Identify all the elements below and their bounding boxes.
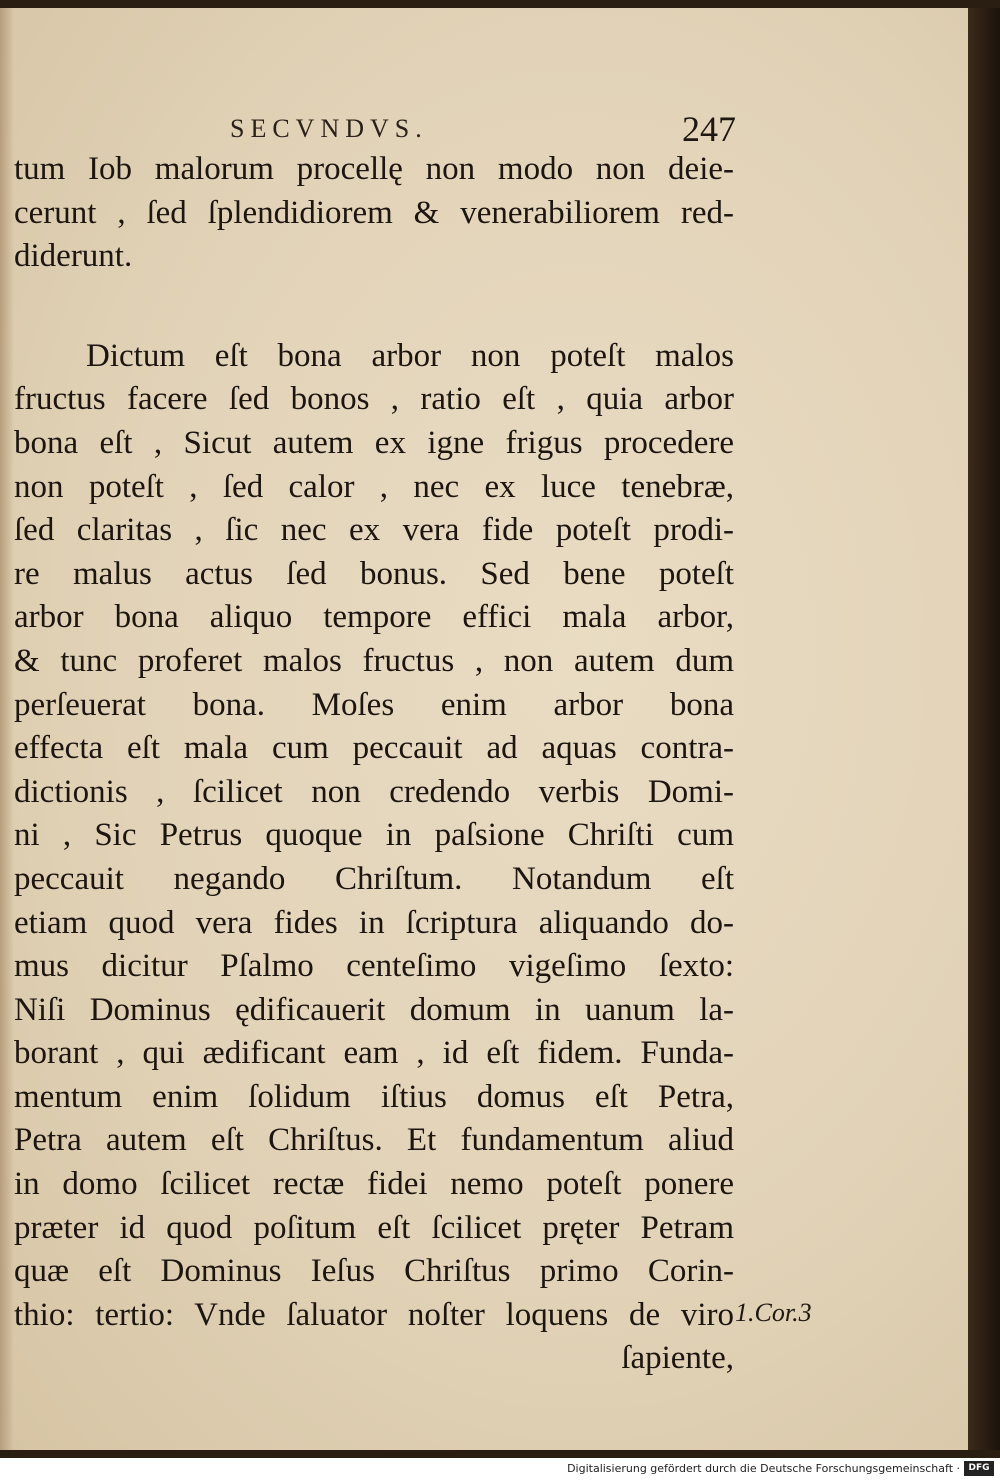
text-line: diderunt. — [14, 238, 133, 275]
text-line: & tunc proferet malos fructus , non autem dum — [14, 642, 734, 679]
text-line: cerunt , ſed ſplendidiorem & venerabiliorem red- — [14, 194, 734, 231]
footer-credit: Digitalisierung gefördert durch die Deutsche Forschungsgemeinschaft · — [567, 1462, 960, 1475]
digitization-footer — [0, 1458, 1000, 1482]
paragraph-gap — [14, 279, 734, 335]
text-line: non poteſt , ſed calor , nec ex luce tenebræ, — [14, 468, 734, 505]
text-line: quæ eſt Dominus Ieſus Chriſtus primo Corin- — [14, 1253, 734, 1290]
text-line: tum Iob malorum procellę non modo non deie- — [14, 151, 734, 187]
text-line: perſeuerat bona. Moſes enim arbor bona — [14, 686, 734, 723]
body-text — [14, 148, 734, 1381]
text-line: mus dicitur Pſalmo centeſimo vigeſimo ſexto: — [14, 948, 734, 985]
text-line: borant , qui ædificant eam , id eſt fidem. Funda- — [14, 1035, 734, 1072]
text-line: arbor bona aliquo tempore effici mala arbor, — [14, 599, 734, 636]
book-page — [0, 8, 971, 1450]
text-line: fructus facere ſed bonos , ratio eſt , quia arbor — [14, 381, 734, 418]
dfg-logo: DFG — [964, 1461, 994, 1476]
text-line: mentum enim ſolidum iſtius domus eſt Petra, — [14, 1078, 734, 1115]
page-edge-shadow — [968, 8, 1000, 1450]
catchword: ſapiente, — [621, 1340, 734, 1377]
running-head: SECVNDVS. — [230, 114, 428, 143]
text-line: Niſi Dominus ędificauerit domum in uanum la- — [14, 991, 734, 1028]
text-line: etiam quod vera fides in ſcriptura aliquando do- — [14, 904, 734, 941]
text-line: ni , Sic Petrus quoque in paſsione Chriſti cum — [14, 817, 734, 854]
text-line: in domo ſcilicet rectæ fidei nemo poteſt ponere — [14, 1166, 734, 1203]
text-line: peccauit negando Chriſtum. Notandum eſt — [14, 860, 734, 897]
text-line: thio: tertio: Vnde ſaluator noſter loquens de viro — [14, 1296, 734, 1333]
text-line: dictionis , ſcilicet non credendo verbis Domi- — [14, 773, 734, 810]
text-line: Petra autem eſt Chriſtus. Et fundamentum aliud — [14, 1122, 734, 1159]
text-line: bona eſt , Sicut autem ex igne frigus procedere — [14, 424, 734, 461]
text-line: re malus actus ſed bonus. Sed bene poteſt — [14, 555, 734, 592]
text-line: ſed claritas , ſic nec ex vera fide poteſt prodi- — [14, 512, 734, 549]
text-line: præter id quod poſitum eſt ſcilicet pręter Petram — [14, 1209, 734, 1246]
page-number: 247 — [682, 109, 736, 149]
text-line: Dictum eſt bona arbor non poteſt malos — [86, 337, 734, 374]
text-line: effecta eſt mala cum peccauit ad aquas contra- — [14, 730, 734, 767]
margin-note: 1.Cor.3 — [735, 1298, 812, 1327]
